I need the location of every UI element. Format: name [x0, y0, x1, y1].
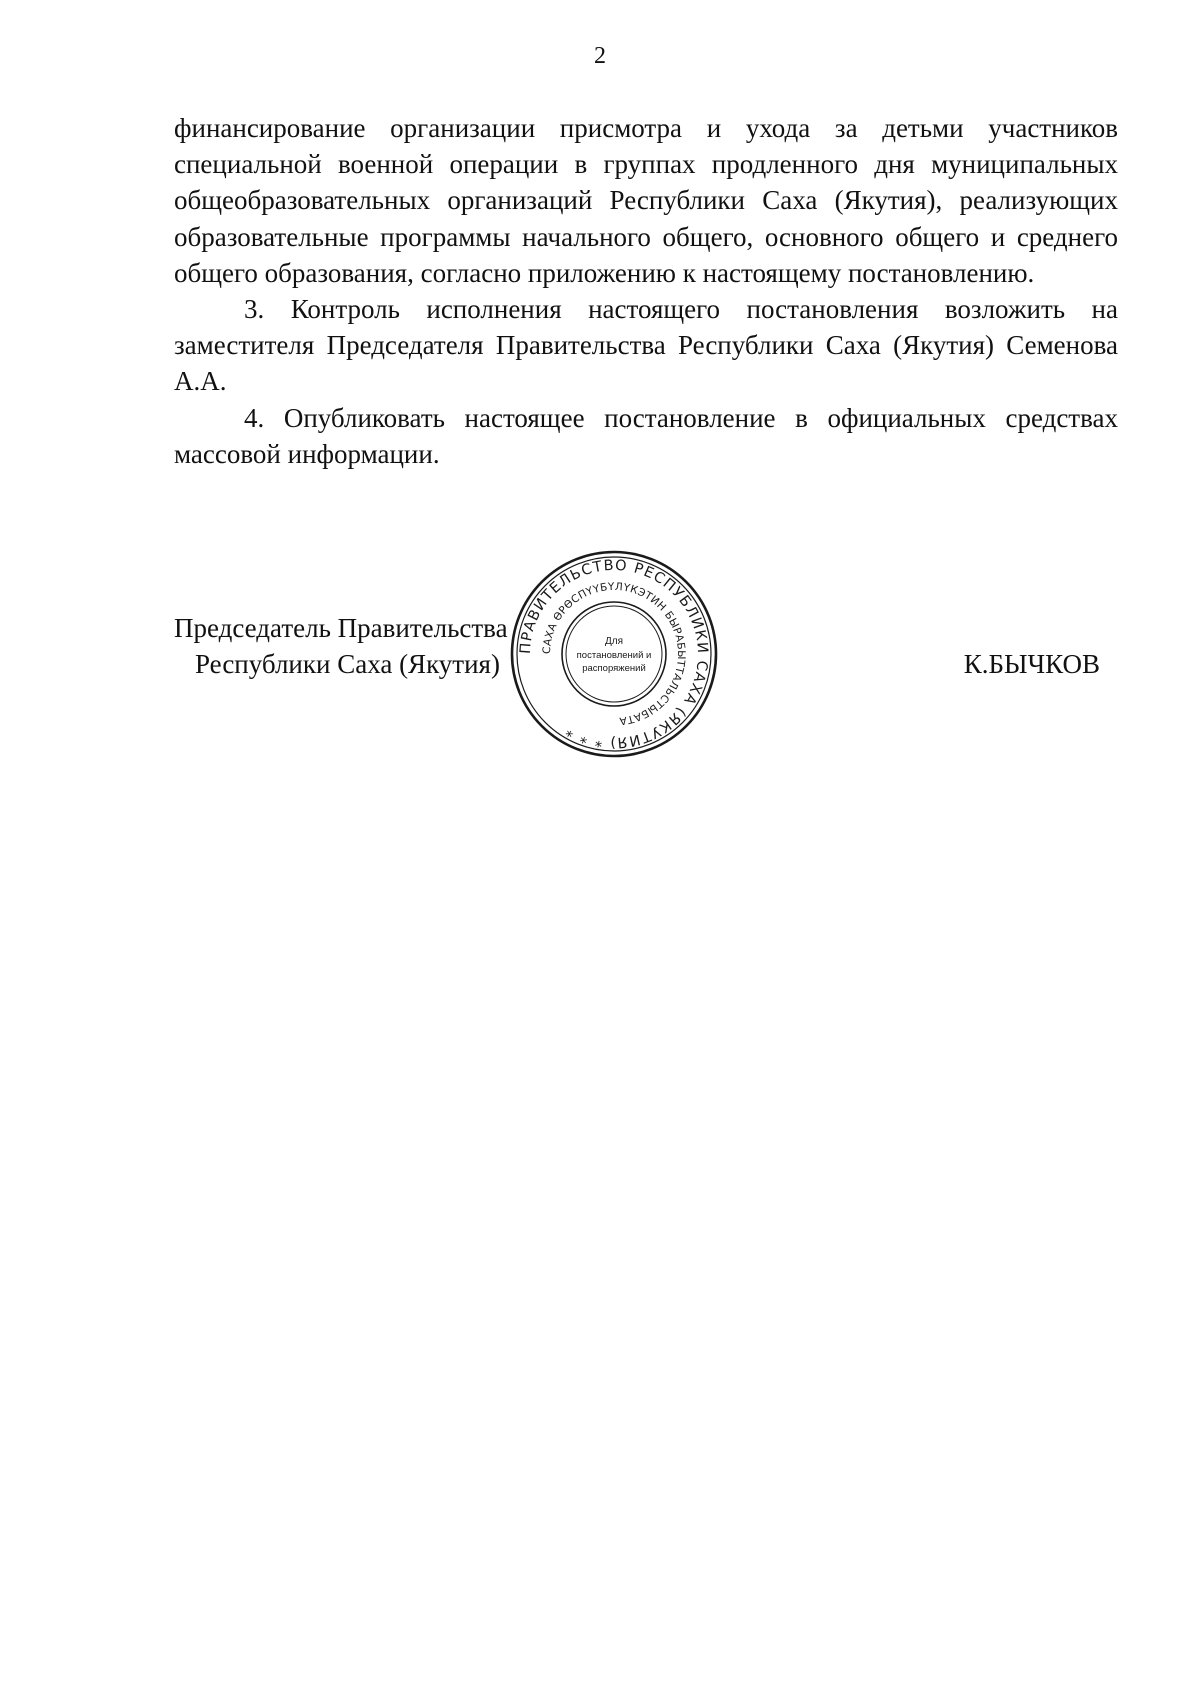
seal-outer-ring-text: ПРАВИТЕЛЬСТВО РЕСПУБЛИКИ САХА (ЯКУТИЯ) * * *	[517, 557, 711, 751]
paragraph-control: 3. Контроль исполнения настоящего постановления возложить на заместителя Председателя Правительства Республики Саха (Якутия) Семенова А.А.	[174, 294, 1118, 397]
signatory-name: К.БЫЧКОВ	[963, 649, 1100, 679]
seal-center-line2: постановлений и	[576, 650, 652, 661]
signatory-position-line1: Председатель Правительства	[174, 613, 508, 643]
seal-center-line1: Для	[604, 636, 624, 647]
page-number: 2	[594, 43, 606, 69]
paragraph-financing: финансирование организации присмотра и ухода за детьми участников специальной военной операции в группах продленного дня муниципальных общеобразовательных организаций Республики Саха (Якутия), реализующих образовательные программы начального общего, основного общего и среднего общего образования, согласно приложению к настоящему постановлению.	[174, 113, 1118, 288]
signatory-position-line2: Республики Саха (Якутия)	[195, 649, 500, 679]
paragraph-publish: 4. Опубликовать настоящее постановление в официальных средствах массовой информации.	[174, 402, 1118, 469]
document-body	[174, 110, 1118, 472]
seal-center-line3: распоряжений	[582, 663, 646, 674]
official-seal-stamp	[508, 548, 720, 760]
seal-inner-ring-text: САХА ӨРӨСПҮҮБҮЛҮКЭТИН БЫРАБЫТТАЛЬСТЫБАТА	[540, 580, 688, 727]
seal-graphic	[508, 548, 720, 760]
